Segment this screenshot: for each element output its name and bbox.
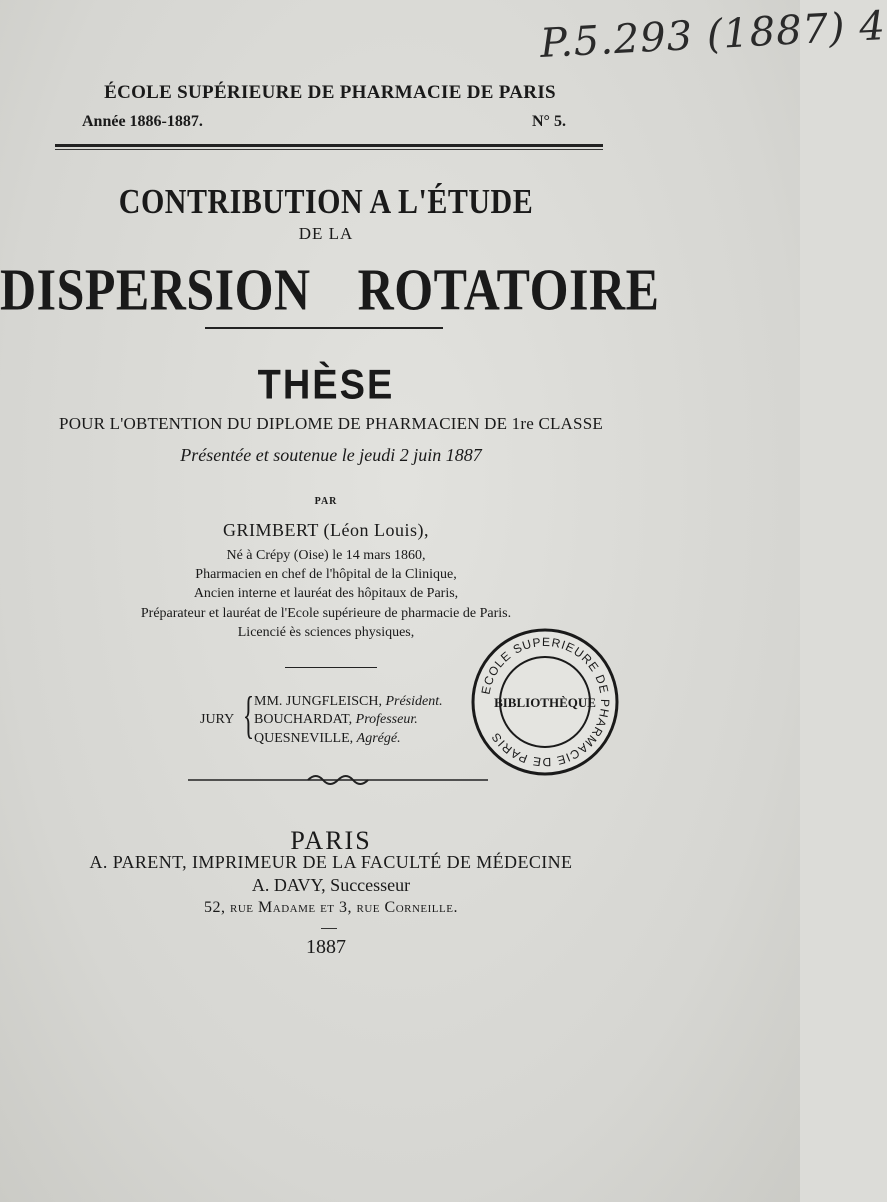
- author-name: GRIMBERT (Léon Louis),: [222, 520, 430, 540]
- jury-label: JURY: [200, 712, 235, 727]
- header-rule: [55, 144, 603, 147]
- author-bio-line: Préparateur et lauréat de l'Ecole supérieure de pharmacie de Paris.: [140, 606, 512, 621]
- thesis-heading: THÈSE: [257, 362, 395, 409]
- printer-name: A. PARENT, IMPRIMEUR DE LA FACULTÉ DE MÉDECINE: [89, 852, 573, 872]
- stamp-center-text: BIBLIOTHÈQUE: [494, 695, 596, 710]
- by-label: PAR: [314, 496, 338, 507]
- jury-member-role: Professeur.: [355, 712, 418, 727]
- header-rule-thin: [55, 149, 603, 150]
- jury-member-name: QUESNEVILLE,: [254, 731, 354, 746]
- jury-brace: {: [242, 687, 255, 744]
- jury-member-role: Président.: [385, 694, 443, 709]
- thesis-number: N° 5.: [532, 113, 566, 130]
- title-line-2: DE LA: [298, 224, 354, 243]
- publisher-city: PARIS: [290, 826, 372, 855]
- title-line-1: CONTRIBUTION A L'ÉTUDE: [118, 183, 534, 221]
- library-stamp: [470, 627, 620, 777]
- degree-line: POUR L'OBTENTION DU DIPLOME DE PHARMACIEN DE 1re CLASSE: [59, 414, 603, 433]
- main-title: DISPERSION ROTATOIRE: [0, 256, 660, 323]
- printer-address: 52, rue Madame et 3, rue Corneille.: [204, 899, 458, 916]
- academic-year: Année 1886-1887.: [82, 113, 203, 130]
- author-bio-line: Ancien interne et lauréat des hôpitaux de Paris,: [193, 586, 459, 601]
- jury-member: [254, 694, 443, 710]
- jury-member-name: MM. JUNGFLEISCH,: [254, 694, 382, 709]
- publication-year: 1887: [306, 936, 346, 958]
- jury-member-role: Agrégé.: [356, 731, 401, 746]
- title-rule: [205, 327, 443, 329]
- school-name: ÉCOLE SUPÉRIEURE DE PHARMACIE DE PARIS: [104, 82, 556, 103]
- author-bio-line: Né à Crépy (Oise) le 14 mars 1860,: [226, 548, 426, 563]
- printer-successor: A. DAVY, Successeur: [251, 875, 411, 895]
- bio-rule: [285, 667, 377, 668]
- author-bio-line: Pharmacien en chef de l'hôpital de la Clinique,: [195, 567, 457, 582]
- jury-member-name: BOUCHARDAT,: [254, 712, 353, 727]
- stamp-ring-text: ECOLE SUPERIEURE DE PHARMACIE DE PARIS: [478, 634, 613, 770]
- defense-date: Présentée et soutenue le jeudi 2 juin 1887: [180, 445, 482, 465]
- jury-member: [254, 731, 401, 747]
- footer-rule: [321, 928, 337, 929]
- ornamental-rule: [188, 770, 488, 790]
- jury-member: [254, 712, 418, 728]
- author-bio-line: Licencié ès sciences physiques,: [237, 625, 415, 640]
- handwritten-shelfmark: P.5.293 (1887) 4: [539, 2, 887, 68]
